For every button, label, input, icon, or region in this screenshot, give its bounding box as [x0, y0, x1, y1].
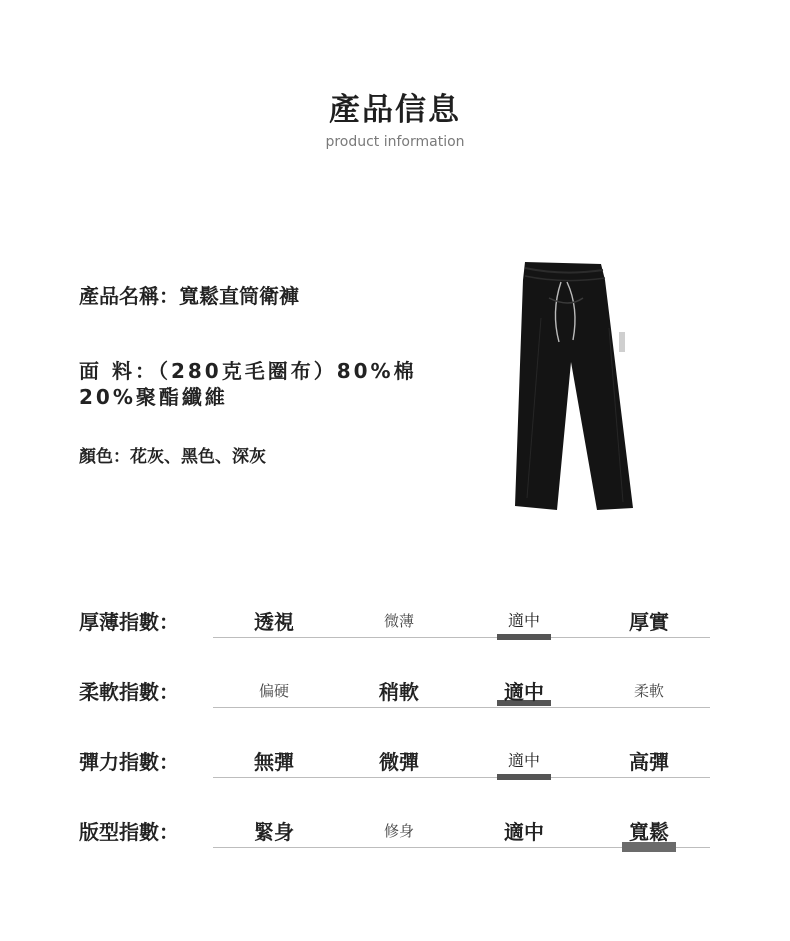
scale-option: 微彈 — [379, 750, 419, 774]
scale-label: 版型指數： — [79, 820, 179, 844]
fabric-line-1: 面 料：（280克毛圈布）80%棉 — [79, 359, 417, 383]
scale-selected-marker — [497, 634, 551, 640]
scale-option: 柔軟 — [633, 682, 664, 700]
scale-label: 柔軟指數： — [79, 680, 179, 704]
scale-selected-marker — [497, 774, 551, 780]
scale-row — [79, 602, 719, 642]
page-title: 產品信息 — [329, 92, 461, 128]
scale-option: 透視 — [254, 610, 294, 634]
product-fabric — [79, 358, 499, 410]
scale-line — [213, 637, 710, 638]
scale-option: 適中 — [504, 820, 544, 844]
scale-option: 厚實 — [629, 610, 669, 634]
scale-label: 彈力指數： — [79, 750, 179, 774]
pants-icon — [505, 258, 645, 514]
scale-row — [79, 672, 719, 712]
scale-line — [213, 707, 710, 708]
scale-option: 偏硬 — [258, 682, 289, 700]
scale-option: 高彈 — [629, 750, 669, 774]
scale-option: 適中 — [507, 751, 540, 770]
scale-option: 修身 — [383, 822, 414, 840]
scale-option: 微薄 — [383, 612, 414, 630]
product-colors: 顏色：花灰、黑色、深灰 — [79, 447, 266, 467]
scale-option: 緊身 — [254, 820, 294, 844]
scale-row — [79, 742, 719, 782]
scale-option: 適中 — [507, 611, 540, 630]
scale-option: 稍軟 — [379, 680, 419, 704]
page-subtitle: product information — [325, 134, 465, 150]
scale-label: 厚薄指數： — [79, 610, 179, 634]
scale-option: 無彈 — [254, 750, 294, 774]
scale-row — [79, 812, 719, 852]
scale-line — [213, 777, 710, 778]
product-name: 產品名稱：寬鬆直筒衛褲 — [79, 284, 299, 308]
scale-option: 寬鬆 — [629, 820, 669, 844]
fabric-line-2: 20%聚酯纖維 — [79, 385, 228, 409]
scale-option: 適中 — [504, 680, 544, 704]
